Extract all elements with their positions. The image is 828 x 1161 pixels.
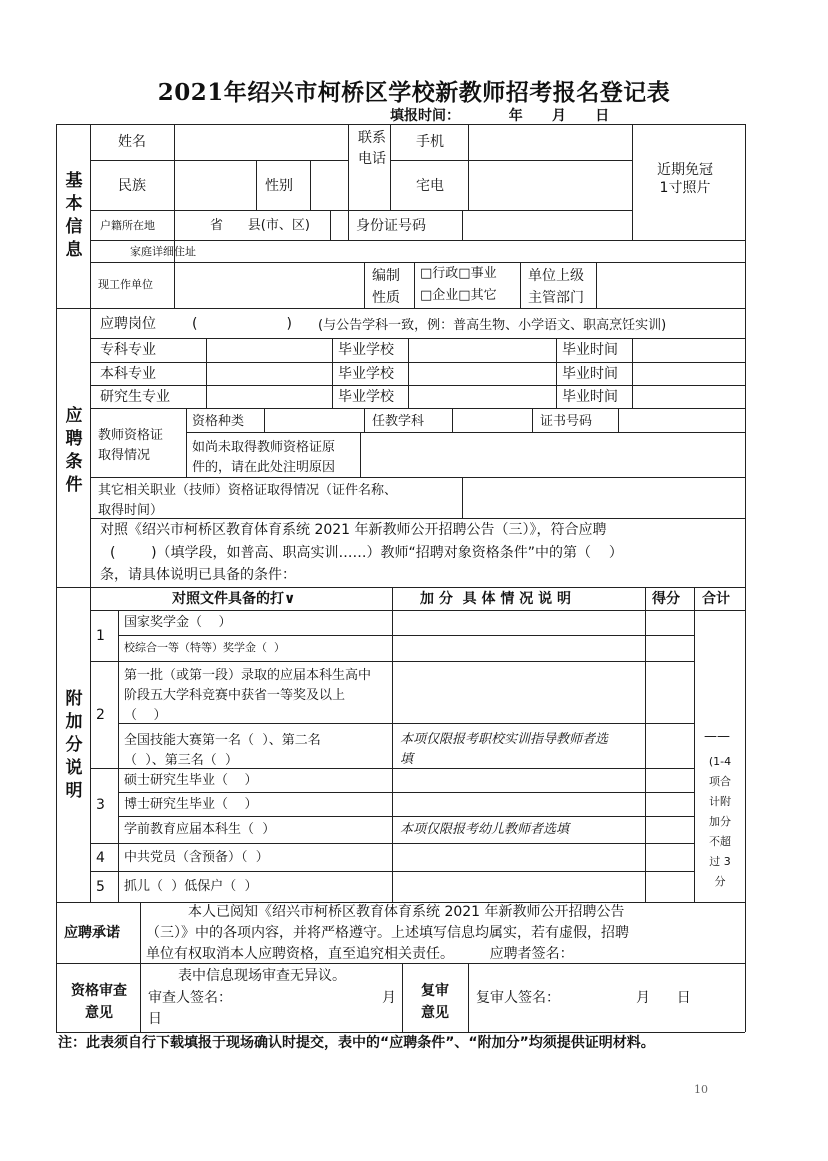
review-day: 日 <box>148 1011 162 1027</box>
table-rule <box>390 160 632 161</box>
other-cert-label: 其它相关职业（技师）资格证取得情况（证件名称、 取得时间） <box>98 483 398 518</box>
table-rule <box>140 902 141 1032</box>
bachelor-major-label: 本科专业 <box>100 366 156 382</box>
table-rule <box>186 432 745 433</box>
contact-phone-label: 联系电话 <box>358 130 386 167</box>
table-rule <box>90 210 632 211</box>
footnote: 注：此表须自行下载填报于现场确认时提交，表中的“应聘条件”、“附加分”均须提供证明材料。 <box>58 1035 655 1051</box>
table-rule <box>618 408 619 432</box>
table-rule <box>56 124 745 125</box>
pledge-line-2: （三）》中的各项内容，并将严格遵守。上述填写信息均属实，若有虚假，招聘 <box>146 925 629 941</box>
table-rule <box>310 160 311 210</box>
table-rule <box>90 408 745 409</box>
table-rule <box>264 408 265 432</box>
table-rule <box>364 408 365 432</box>
ethnicity-label: 民族 <box>118 178 146 194</box>
compare-line-3: 条，请具体说明已具备的条件： <box>100 567 296 583</box>
table-rule <box>556 338 557 408</box>
cert-subject-label: 任教学科 <box>372 414 425 429</box>
pledge-line-3: 单位有权取消本人应聘资格，直至追究相关责任。 应聘者签名： <box>146 946 574 962</box>
recheck-label: 复审 意见 <box>421 983 449 1021</box>
table-rule <box>56 308 745 309</box>
table-rule <box>90 610 745 611</box>
table-rule <box>56 587 745 588</box>
table-rule <box>90 477 745 478</box>
bonus-item-skills-contest: 全国技能大赛第一名（ ）、第二名 （ ）、第三名（ ） <box>124 733 321 768</box>
hukou-label: 户籍所在地 <box>100 219 155 232</box>
table-rule <box>118 792 694 793</box>
table-rule <box>348 124 349 240</box>
superior-dept-label: 单位上级 主管部门 <box>528 268 584 306</box>
home-phone-label: 宅电 <box>416 178 444 194</box>
table-rule <box>90 240 745 241</box>
bonus-num-5: 5 <box>96 879 105 895</box>
employer-label: 现工作单位 <box>98 278 153 291</box>
table-rule <box>90 362 745 363</box>
reviewer-signature: 审查人签名： <box>148 990 232 1006</box>
staff-options-row1[interactable]: □行政□事业 <box>420 266 497 281</box>
teacher-cert-label: 教师资格证 取得情况 <box>98 428 164 463</box>
college-school-label: 毕业学校 <box>338 342 394 358</box>
bonus-num-4: 4 <box>96 850 105 866</box>
cert-type-label: 资格种类 <box>192 414 245 429</box>
mobile-label: 手机 <box>416 134 444 150</box>
review-label: 资格审查 意见 <box>71 983 127 1021</box>
name-label: 姓名 <box>118 134 146 150</box>
table-rule <box>462 477 463 518</box>
table-rule <box>408 338 409 408</box>
pledge-label: 应聘承诺 <box>64 925 120 941</box>
recheck-date: 月 日 <box>636 990 691 1006</box>
table-rule <box>468 963 469 1032</box>
compare-line-2: ( )（填学段，如普高、职高实训……）教师“招聘对象资格条件”中的第（ ） <box>110 545 623 561</box>
table-rule <box>532 408 533 432</box>
table-rule <box>56 902 745 903</box>
section-basic-info: 基本信息 <box>65 171 83 260</box>
bonus-header-total: 合计 <box>702 591 730 607</box>
pledge-line-1: 本人已阅知《绍兴市柯桥区教育体育系统 2021 年新教师公开招聘公告 <box>188 904 625 920</box>
form-title: 2021年绍兴市柯桥区学校新教师招考报名登记表 <box>157 79 671 106</box>
graduate-major-label: 研究生专业 <box>100 389 170 405</box>
bonus-header-check: 对照文件具备的打∨ <box>172 591 296 607</box>
photo-placeholder: 近期免冠 1寸照片 <box>657 162 713 196</box>
bonus-note-vocational: 本项仅限报考职校实训指导教师者选 填 <box>400 732 609 767</box>
table-rule <box>520 262 521 308</box>
bonus-item-doctor: 博士研究生毕业（ ） <box>124 797 258 812</box>
table-rule <box>596 262 597 308</box>
bonus-total-dash: —— <box>704 729 730 744</box>
home-address-label: 家庭详细住址 <box>130 245 196 258</box>
bonus-item-national-scholarship: 国家奖学金（ ） <box>124 615 232 630</box>
table-rule <box>118 610 119 902</box>
table-rule <box>452 408 453 432</box>
staff-options-row2[interactable]: □企业□其它 <box>420 288 497 303</box>
section-bonus: 附加分说明 <box>65 689 83 801</box>
table-rule <box>632 338 633 408</box>
province-county-label: 省 县(市、区) <box>210 218 310 233</box>
position-label: 应聘岗位 <box>100 316 156 332</box>
table-rule <box>392 587 393 902</box>
position-input[interactable]: ( ) <box>192 316 292 332</box>
table-rule <box>90 385 745 386</box>
bonus-item-preschool: 学前教育应届本科生（ ） <box>124 822 276 837</box>
table-rule <box>632 124 633 240</box>
bonus-num-1: 1 <box>96 628 105 644</box>
fill-time: 填报时间： 年 月 日 <box>390 108 610 124</box>
table-rule <box>468 124 469 210</box>
bonus-header-score: 得分 <box>652 591 680 607</box>
table-rule <box>330 210 331 240</box>
section-conditions: 应聘条件 <box>65 406 83 495</box>
bonus-note-preschool: 本项仅限报考幼儿教师者选填 <box>400 822 570 837</box>
id-number-label: 身份证号码 <box>356 218 426 234</box>
gender-label: 性别 <box>265 178 293 194</box>
bonus-item-orphan: 抓儿（ ）低保户（ ） <box>124 879 258 894</box>
compare-line-1: 对照《绍兴市柯桥区教育体育系统 2021 年新教师公开招聘公告（三）》，符合应聘 <box>100 522 607 538</box>
table-rule <box>645 587 646 902</box>
table-rule <box>360 432 361 477</box>
table-rule <box>118 816 694 817</box>
page-number: 10 <box>694 1083 708 1096</box>
rechecker-signature: 复审人签名： <box>476 990 560 1006</box>
table-rule <box>364 262 365 308</box>
cert-missing-note: 如尚未取得教师资格证原 件的，请在此处注明原因 <box>192 440 336 475</box>
table-rule <box>390 124 391 210</box>
staff-type-label: 编制 性质 <box>372 268 400 306</box>
college-time-label: 毕业时间 <box>562 342 618 358</box>
table-rule <box>186 408 187 477</box>
table-rule <box>414 262 415 308</box>
bonus-num-3: 3 <box>96 797 105 813</box>
graduate-time-label: 毕业时间 <box>562 389 618 405</box>
table-rule <box>118 635 694 636</box>
table-rule <box>256 160 257 210</box>
review-line-1: 表中信息现场审查无异议。 <box>178 968 346 984</box>
bonus-item-competition: 第一批（或第一段）录取的应届本科生高中 阶段五大学科竞赛中获省一等奖及以上 （ ） <box>124 668 372 723</box>
table-rule <box>90 338 745 339</box>
table-rule <box>402 963 403 1032</box>
table-rule <box>462 210 463 240</box>
review-month: 月 <box>382 990 396 1006</box>
table-rule <box>174 262 175 308</box>
position-hint: (与公告学科一致，例：普高生物、小学语文、职高烹饪实训) <box>318 318 667 333</box>
college-major-label: 专科专业 <box>100 342 156 358</box>
bachelor-time-label: 毕业时间 <box>562 366 618 382</box>
table-rule <box>90 262 745 263</box>
graduate-school-label: 毕业学校 <box>338 389 394 405</box>
table-rule <box>332 338 333 408</box>
bonus-total-note: (1-4 项合 计附 加分 不超 过 3 分 <box>708 755 732 888</box>
table-rule <box>174 124 175 210</box>
table-rule <box>694 587 695 902</box>
bonus-item-master: 硕士研究生毕业（ ） <box>124 773 258 788</box>
bonus-num-2: 2 <box>96 707 105 723</box>
bonus-header-detail: 加 分 具 体 情 况 说 明 <box>420 591 571 607</box>
bonus-item-party: 中共党员（含预备）（ ） <box>124 850 269 865</box>
table-rule <box>206 338 207 408</box>
bonus-item-school-scholarship: 校综合一等（特等）奖学金（ ） <box>124 641 285 654</box>
bachelor-school-label: 毕业学校 <box>338 366 394 382</box>
table-rule <box>56 124 57 1032</box>
table-rule <box>745 124 746 1032</box>
cert-number-label: 证书号码 <box>540 414 593 429</box>
